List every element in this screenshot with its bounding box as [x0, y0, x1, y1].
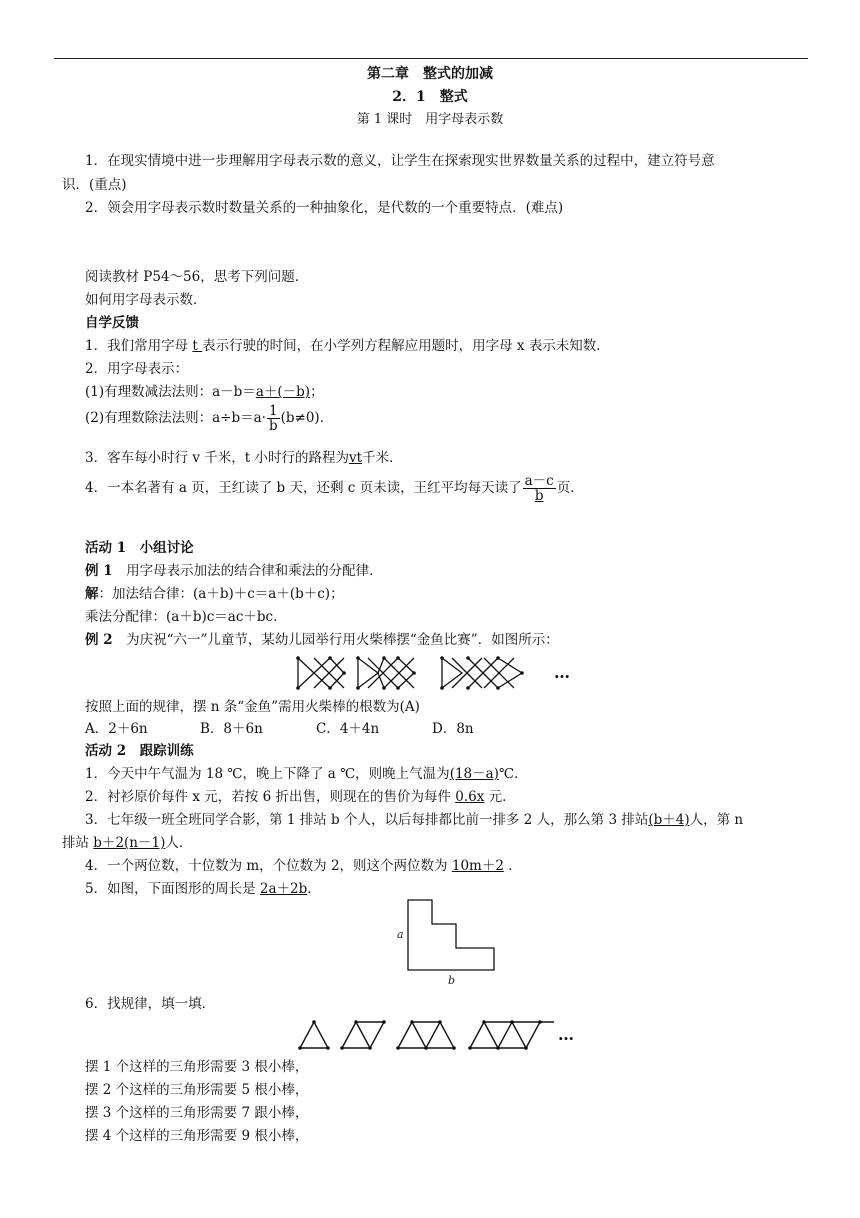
activity-1-title: 活动 1 小组讨论 — [85, 540, 194, 556]
option-a: A．2＋6n — [85, 721, 148, 737]
training-6: 6．找规律，填一填． — [85, 996, 216, 1012]
pattern-line-4: 摆 4 个这样的三角形需要 9 根小棒， — [85, 1128, 309, 1144]
example-2-question: 按照上面的规律，摆 n 条“金鱼”需用火柴棒的根数为(A) — [85, 699, 420, 715]
objective-1: 1．在现实情境中进一步理解用字母表示数的意义，让学生在探索现实世界数量关系的过程中，建立符号意 — [85, 153, 715, 169]
pattern-line-3: 摆 3 个这样的三角形需要 7 跟小棒， — [85, 1105, 309, 1121]
side-label-b: b — [448, 974, 456, 987]
top-rule — [54, 58, 808, 59]
lesson-title: 第 1 课时 用字母表示数 — [356, 112, 504, 127]
answer-t: t — [192, 338, 203, 354]
objective-2: 2．领会用字母表示数时数量关系的一种抽象化，是代数的一个重要特点．(难点) — [85, 200, 564, 216]
option-d: D．8n — [432, 721, 474, 737]
answer-temperature: (18－a) — [449, 766, 499, 782]
pattern-line-2: 摆 2 个这样的三角形需要 5 根小棒， — [85, 1082, 309, 1098]
side-label-a: a — [397, 928, 404, 941]
feedback-q2: 2．用字母表示： — [85, 361, 189, 377]
answer-price: 0.6x — [455, 789, 485, 805]
feedback-q3: 3．客车每小时行 v 千米，t 小时行的路程为vt千米． — [85, 450, 403, 466]
answer-vt: vt — [349, 450, 363, 466]
reading-line-2: 如何用字母表示数． — [85, 292, 207, 308]
feedback-q2-1: (1)有理数减法法则：a－b＝a＋(－b)； — [85, 384, 324, 400]
goldfish-figure — [296, 654, 586, 694]
answer-subtraction: a＋(－b) — [255, 384, 311, 400]
training-3: 3．七年级一班全班同学合影，第 1 排站 b 个人，以后每排都比前一排多 2 人，那么第 3 排站(b＋4)人，第 n — [85, 812, 744, 828]
solution-line-1: 解：加法结合律：(a＋b)＋c＝a＋(b＋c)； — [85, 586, 344, 602]
training-2: 2．衬衫原价每件 x 元，若按 6 折出售，则现在的售价为每件 0.6x 元． — [85, 789, 516, 805]
training-5: 5．如图，下面图形的周长是 2a＋2b． — [85, 881, 321, 897]
answer-row-n: b＋2(n－1) — [93, 835, 166, 851]
training-1: 1．今天中午气温为 18 ℃，晚上下降了 a ℃，则晚上气温为(18－a)℃． — [85, 766, 528, 782]
answer-perimeter: 2a＋2b — [259, 881, 308, 897]
chapter-title: 第二章 整式的加减 — [367, 66, 493, 82]
feedback-q4: 4．一本名著有 a 页，王红读了 b 天，还剩 c 页未读，王红平均每天读了 $\frac{a-c}{b}$ 页． — [85, 473, 584, 504]
option-c: C．4＋4n — [316, 721, 380, 737]
self-feedback-title: 自学反馈 — [85, 315, 139, 331]
fraction-1-over-b: $\frac{1}{b}$ — [268, 403, 278, 434]
reading-line-1: 阅读教材 P54～56，思考下列问题． — [85, 269, 309, 285]
training-4: 4．一个两位数，十位数为 m，个位数为 2，则这个两位数为 10m＋2 ． — [85, 858, 522, 874]
fraction-a-minus-c-over-b: $\frac{a-c}{b}$ — [524, 473, 554, 504]
feedback-q2-2: (2)有理数除法法则：a÷b＝a· $\frac{1}{b}$ (b≠0)． — [85, 403, 334, 434]
triangle-ellipsis: … — [558, 1025, 574, 1044]
staircase-figure — [390, 898, 510, 990]
pattern-line-1: 摆 1 个这样的三角形需要 3 根小棒， — [85, 1059, 309, 1075]
solution-line-2: 乘法分配律：(a＋b)c＝ac＋bc． — [85, 609, 287, 625]
objective-1-cont: 识．(重点) — [62, 177, 127, 193]
answer-x: x — [516, 338, 529, 354]
section-title: 2．1 整式 — [392, 89, 468, 105]
feedback-q1: 1．我们常用字母 t 表示行驶的时间，在小学列方程解应用题时，用字母 x 表示未知数． — [85, 338, 610, 354]
activity-2-title: 活动 2 跟踪训练 — [85, 743, 194, 759]
example-2: 例 2 为庆祝“六一”儿童节，某幼儿园举行用火柴棒摆“金鱼比赛”．如图所示： — [85, 632, 559, 648]
answer-two-digit: 10m＋2 — [451, 858, 504, 874]
option-b: B．8＋6n — [200, 721, 263, 737]
triangle-pattern-figure — [296, 1018, 586, 1052]
goldfish-ellipsis: … — [554, 663, 570, 682]
training-3-cont: 排站 b＋2(n－1)人． — [62, 835, 193, 851]
example-1: 例 1 用字母表示加法的结合律和乘法的分配律． — [85, 563, 383, 579]
answer-row-3: (b＋4) — [648, 812, 690, 828]
